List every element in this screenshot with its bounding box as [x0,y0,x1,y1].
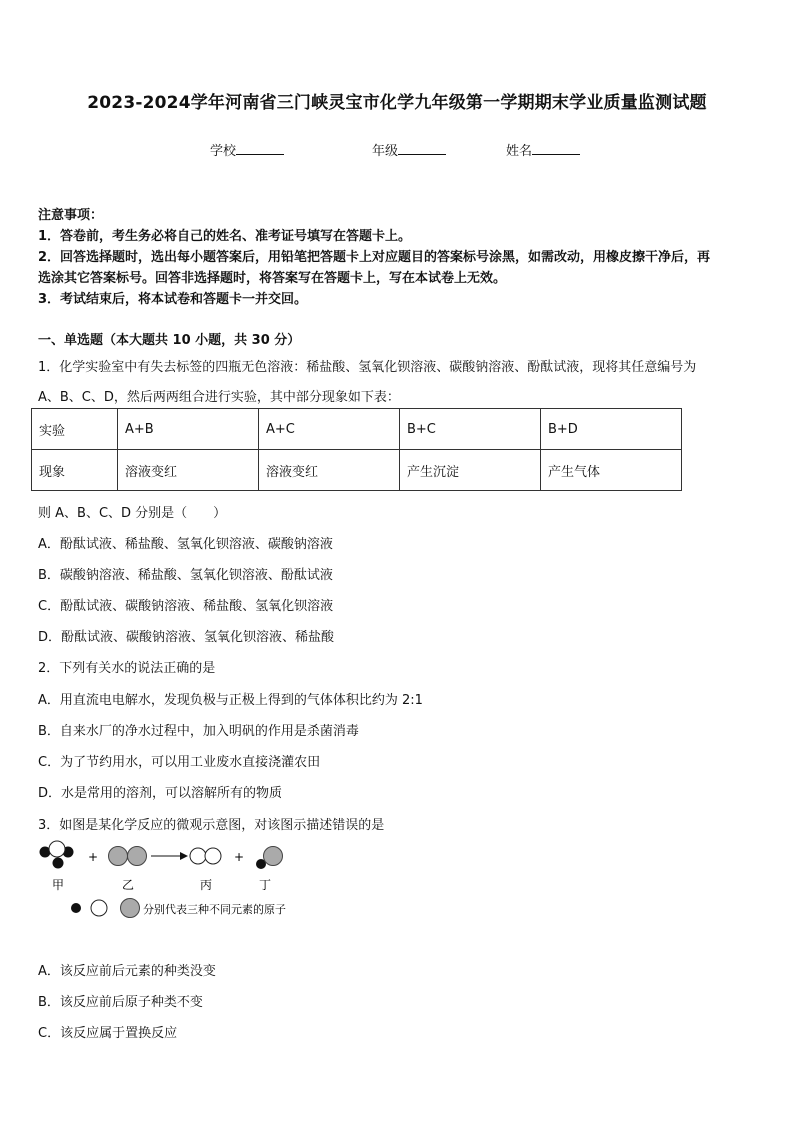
table-row [32,450,682,491]
q3-option-a[interactable]: A．该反应前后元素的种类没变 [38,964,216,979]
q2-option-a[interactable]: A．用直流电电解水，发现负极与正极上得到的气体体积比约为 2:1 [38,693,423,708]
q1-ask: 则 A、B、C、D 分别是（ ） [38,506,227,521]
plus-sign: + [234,850,245,864]
molecule-label: 丁 [259,878,272,892]
grade-label: 年级 [372,144,399,159]
q1-option-b[interactable]: B．碳酸钠溶液、稀盐酸、氢氧化钡溶液、酚酞试液 [38,568,333,583]
table-cell: 现象 [32,450,118,491]
notice-item: 选涂其它答案标号。回答非选择题时，将答案写在答题卡上，写在本试卷上无效。 [38,271,507,286]
table-cell: A+B [118,409,259,450]
q1-option-d[interactable]: D．酚酞试液、碳酸钠溶液、氢氧化钡溶液、稀盐酸 [38,630,335,645]
q1-stem-line1: 1．化学实验室中有失去标签的四瓶无色溶液：稀盐酸、氢氧化钡溶液、碳酸钠溶液、酚酞试液，现将其任意编号为 [38,360,697,375]
q1-stem-line2: A、B、C、D，然后两两组合进行实验，其中部分现象如下表： [38,390,400,405]
school-blank[interactable] [236,142,284,155]
name-blank[interactable] [532,142,580,155]
name-label: 姓名 [506,144,533,159]
molecule-label: 丙 [200,878,213,892]
table-row [32,409,682,450]
q1-option-c[interactable]: C．酚酞试液、碳酸钠溶液、稀盐酸、氢氧化钡溶液 [38,599,334,614]
q2-option-d[interactable]: D．水是常用的溶剂，可以溶解所有的物质 [38,786,283,801]
name-field [506,140,580,159]
molecule-label: 乙 [122,878,135,892]
reaction-diagram [30,838,330,928]
notice-item: 2．回答选择题时，选出每小题答案后，用铅笔把答题卡上对应题目的答案标号涂黑，如需改动，用橡皮擦干净后，再 [38,250,711,265]
notice-item: 3．考试结束后，将本试卷和答题卡一并交回。 [38,292,308,307]
table-cell: 溶液变红 [118,450,259,491]
table-cell: A+C [259,409,400,450]
q3-option-c[interactable]: C．该反应属于置换反应 [38,1026,178,1041]
plus-sign: + [88,850,99,864]
reaction-arrow [151,852,188,860]
q3-stem: 3．如图是某化学反应的微观示意图，对该图示描述错误的是 [38,818,385,833]
table-cell: B+C [400,409,541,450]
molecule-label: 甲 [52,878,65,892]
experiment-table [31,408,682,491]
q1-option-a[interactable]: A．酚酞试液、稀盐酸、氢氧化钡溶液、碳酸钠溶液 [38,537,333,552]
table-cell: 产生气体 [541,450,682,491]
notice-item: 1．答卷前，考生务必将自己的姓名、准考证号填写在答题卡上。 [38,229,412,244]
school-field [210,140,284,159]
grade-field [372,140,446,159]
section-heading: 一、单选题（本大题共 10 小题，共 30 分） [38,333,301,348]
atom-legend [71,899,286,918]
q2-option-b[interactable]: B．自来水厂的净水过程中，加入明矾的作用是杀菌消毒 [38,724,359,739]
page-title: 2023-2024学年河南省三门峡灵宝市化学九年级第一学期期末学业质量监测试题 [87,93,707,113]
molecule-bing [190,848,221,864]
molecule-yi [109,847,147,866]
table-cell: B+D [541,409,682,450]
school-label: 学校 [210,144,237,159]
table-cell: 产生沉淀 [400,450,541,491]
table-cell: 实验 [32,409,118,450]
q2-option-c[interactable]: C．为了节约用水，可以用工业废水直接浇灌农田 [38,755,321,770]
q2-stem: 2．下列有关水的说法正确的是 [38,661,216,676]
table-cell: 溶液变红 [259,450,400,491]
molecule-ding [256,847,283,870]
grade-blank[interactable] [398,142,446,155]
molecule-jia [40,841,74,869]
legend-text: 分别代表三种不同元素的原子 [143,903,286,916]
notice-heading: 注意事项： [38,208,104,223]
q3-option-b[interactable]: B．该反应前后原子种类不变 [38,995,203,1010]
